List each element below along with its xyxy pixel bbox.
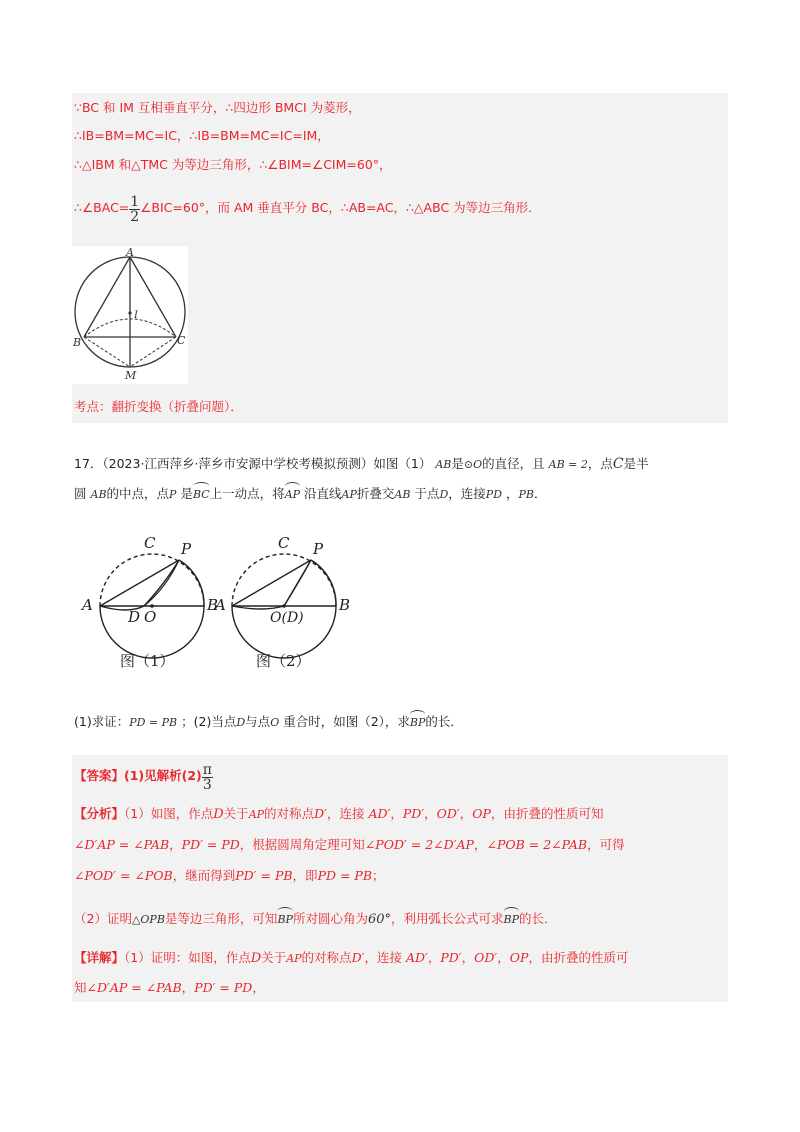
q17-line-2: 圆 AB的中点，点P 是BC上一动点，将AP 沿直线AP折叠交AB 于点D，连接PD ，PB． xyxy=(74,482,547,503)
fig1-label-O: O xyxy=(144,608,157,626)
label-A: A xyxy=(126,246,134,259)
fig2-label-B: B xyxy=(339,596,351,614)
fig1-label-P: P xyxy=(181,540,192,558)
q17-ask-line: (1)求证：PD = PB ；(2)当点D与点O 重合时，如图（2），求BP的长． xyxy=(74,710,463,731)
fig2-label-P: P xyxy=(313,540,324,558)
fig1-label-B: B xyxy=(207,596,219,614)
figure-1 xyxy=(80,534,218,670)
circle-triangle-figure xyxy=(72,246,188,384)
fig2-label-A: A xyxy=(215,596,226,614)
label-I: I xyxy=(134,310,138,321)
label-M: M xyxy=(125,369,137,382)
kaodian-line: 考点：翻折变换（折叠问题）． xyxy=(74,399,243,414)
solution-line-1: ∵BC 和 IM 互相垂直平分，∴四边形 BMCI 为菱形， xyxy=(74,100,361,115)
solution-line-3: ∴△IBM 和△TMC 为等边三角形，∴∠BIM=∠CIM=60°， xyxy=(74,157,392,172)
fig2-label-OD: O(D) xyxy=(270,610,304,626)
solution-line-2: ∴IB=BM=MC=IC，∴IB=BM=MC=IC=IM， xyxy=(74,128,330,143)
label-C: C xyxy=(177,334,186,347)
solution-line-4: ∴∠BAC= $\frac{1}{2}$ ∠BIC=60°，而 AM 垂直平分 BC，∴AB=AC，∴△ABC 为等边三角形． xyxy=(74,194,541,225)
q17-figures xyxy=(78,528,368,674)
analysis-line-4: （2）证明△OPB是等边三角形，可知BP所对圆心角为60°，利用弧长公式可求BP的长． xyxy=(74,907,557,928)
answer-line: 【答案】(1)见解析(2) $\frac{\pi}{3}$ xyxy=(74,762,212,793)
fig1-label-C: C xyxy=(144,534,156,552)
analysis-line-3: ∠POD′ = ∠POB，继而得到PD′ = PB，即PD = PB； xyxy=(74,868,385,883)
fig1-label-A: A xyxy=(82,596,93,614)
fig1-caption: 图（1） xyxy=(120,652,175,670)
fig1-label-D: D xyxy=(128,608,141,626)
detail-line-2: 知∠D′AP = ∠PAB，PD′ = PD， xyxy=(74,980,265,995)
fig2-label-C: C xyxy=(278,534,290,552)
analysis-line-2: ∠D′AP = ∠PAB，PD′ = PD，根据圆周角定理可知∠POD′ = 2∠D′AP，∠POB = 2∠PAB，可得 xyxy=(74,837,625,852)
detail-line-1: 【详解】（1）证明：如图，作点D关于AP的对称点D′，连接 AD′，PD′，OD′，OP，由折叠的性质可 xyxy=(74,950,629,966)
label-B: B xyxy=(73,336,82,349)
analysis-line-1: 【分析】（1）如图，作点D关于AP的对称点D′，连接 AD′，PD′，OD′，OP，由折叠的性质可知 xyxy=(74,806,604,822)
fig2-caption: 图（2） xyxy=(256,652,311,670)
figure-2 xyxy=(213,534,350,670)
q17-line-1: 17．（2023·江西萍乡·萍乡市安源中学校考模拟预测）如图（1） AB是⊙O的直径，且 AB = 2，点C是半 xyxy=(74,456,649,472)
